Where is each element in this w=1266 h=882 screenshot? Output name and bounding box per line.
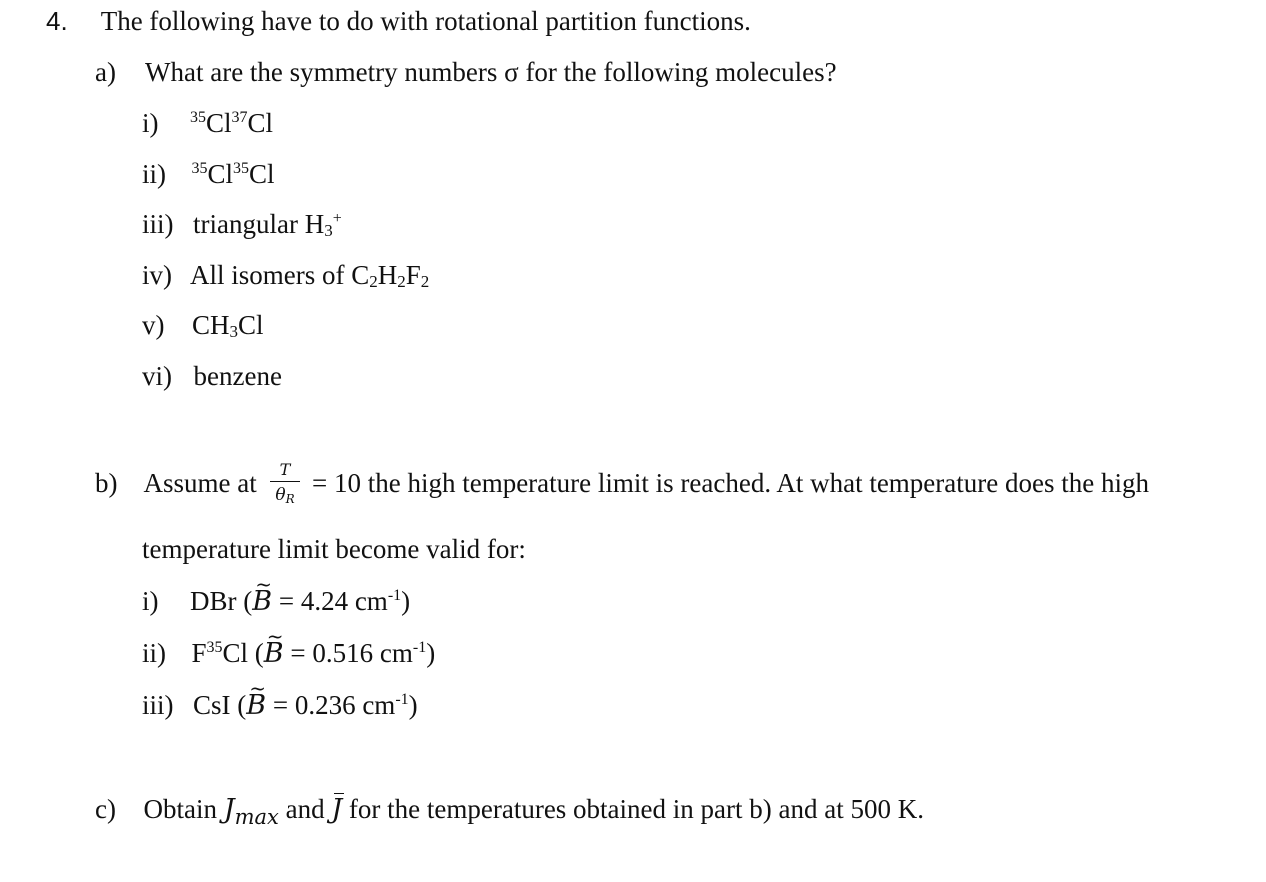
subscript: 2	[397, 272, 406, 291]
part-a-item-iii	[142, 211, 342, 238]
item-label: i)	[142, 586, 159, 616]
part-b-assume: Assume at	[143, 468, 257, 498]
j-bar-symbol: J	[331, 794, 343, 825]
molecule-text: F	[405, 260, 421, 290]
element: Cl	[249, 159, 275, 189]
part-c-obtain: Obtain	[143, 794, 217, 824]
value-text: = 0.236 cm	[266, 690, 396, 720]
part-b-prompt-start	[95, 470, 257, 497]
subscript: 3	[324, 221, 333, 240]
mass-number: 35	[191, 160, 208, 177]
molecule-text: All isomers of C	[190, 260, 370, 290]
fraction-bar	[270, 481, 300, 482]
item-label: ii)	[142, 159, 166, 189]
part-b-prompt-rest	[312, 470, 1149, 497]
unit-exponent: -1	[387, 587, 402, 604]
mass-number: 35	[206, 639, 223, 656]
part-a-item-v	[142, 312, 264, 339]
part-a-question: What are the symmetry numbers σ for the following molecules?	[145, 57, 837, 87]
molecule-text: DBr (	[190, 586, 253, 616]
part-a-prompt	[95, 59, 837, 86]
part-a-label: a)	[95, 57, 116, 87]
element: Cl	[247, 108, 274, 138]
theta-subscript: R	[285, 492, 295, 506]
j-symbol: J	[223, 794, 235, 825]
molecule-text: Cl (	[222, 638, 264, 668]
part-b-text: = 10 the high temperature limit is reached. At what temperature does the high	[312, 468, 1149, 498]
item-label: v)	[142, 310, 165, 340]
molecule-text: CsI (	[193, 690, 247, 720]
t-over-theta-fraction	[270, 460, 300, 506]
question-title: The following have to do with rotational partition functions.	[100, 6, 751, 36]
part-a-item-ii	[142, 161, 275, 188]
value-text: = 4.24 cm	[272, 586, 388, 616]
part-a-item-i	[142, 110, 273, 137]
part-c-label: c)	[95, 794, 116, 824]
unit-exponent: -1	[412, 639, 427, 656]
part-a-item-iv	[142, 262, 429, 289]
element: Cl	[206, 108, 232, 138]
part-a-item-vi	[142, 363, 282, 390]
molecule-text: F	[191, 638, 207, 668]
part-b-text: temperature limit become valid for:	[142, 534, 526, 564]
item-label: iii)	[142, 690, 174, 720]
item-label: ii)	[142, 638, 166, 668]
molecule-text: triangular H	[193, 209, 325, 239]
close-paren: )	[401, 586, 411, 616]
subscript: 3	[229, 322, 239, 341]
fraction-denominator	[270, 485, 300, 506]
part-c-prompt	[95, 796, 924, 828]
question-number: 4.	[46, 6, 68, 36]
mass-number: 35	[233, 160, 250, 177]
close-paren: )	[426, 638, 436, 668]
molecule-text: CH	[192, 310, 230, 340]
subscript: 2	[369, 272, 378, 291]
part-b-item-i	[142, 588, 410, 615]
b-tilde-symbol: ~ B	[252, 588, 272, 615]
unit-exponent: -1	[395, 691, 409, 708]
molecule-text: H	[377, 260, 398, 290]
part-b-item-iii	[142, 692, 418, 719]
part-c-and: and	[278, 794, 325, 824]
element: Cl	[207, 159, 234, 189]
item-label: vi)	[142, 361, 172, 391]
molecule-text: Cl	[238, 310, 264, 340]
molecule-text: benzene	[193, 361, 282, 391]
b-tilde-symbol: ~ B	[264, 640, 284, 667]
item-label: i)	[142, 108, 159, 138]
subscript: 2	[420, 272, 430, 291]
part-b-item-ii	[142, 640, 435, 667]
part-b-prompt-line2	[142, 536, 526, 563]
theta-symbol: θ	[275, 485, 286, 505]
question-header	[46, 8, 751, 35]
fraction-numerator: T	[279, 460, 291, 479]
item-label: iii)	[142, 209, 174, 239]
part-c-text: for the temperatures obtained in part b) and at 500 K.	[342, 794, 924, 824]
j-subscript-max: max	[234, 805, 279, 829]
mass-number: 35	[190, 109, 206, 126]
item-label: iv)	[142, 260, 172, 290]
value-text: = 0.516 cm	[283, 638, 413, 668]
part-b-label: b)	[95, 468, 118, 498]
close-paren: )	[408, 690, 418, 720]
charge: +	[332, 210, 342, 227]
mass-number: 37	[231, 109, 248, 126]
b-tilde-symbol: ~ B	[246, 692, 266, 719]
